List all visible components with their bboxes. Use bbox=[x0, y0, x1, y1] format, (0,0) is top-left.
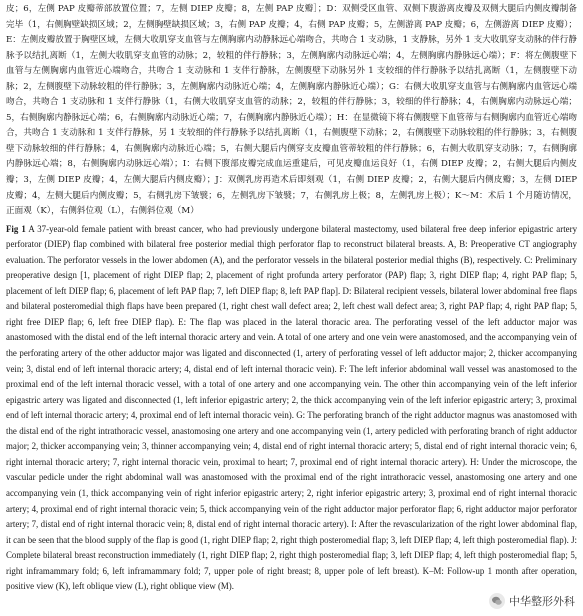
caption-english bbox=[6, 222, 577, 595]
caption-english-text: A 37-year-old female patient with breast cancer, who had previously undergone bilateral mastectomy, used bilateral free deep inferior epigastric artery perforator (DIEP) flap combined with bilateral free posterior medial thigh perforator flap to reconstruct bilateral breasts. A, B: Preoperative CT angiography evaluation. The perforator vessels in the lower abdomen (A), and the perforator vessels in the bilateral posterior medial thighs (B), respectively. C: Preliminary preoperative design [1, placement of right DIEP flap; 2, placement of right profunda artery perforator (PAP) flap; 3, right DIEP flap; 4, right PAP flap; 5, placement of left DIEP flap; 6, placement of left PAP flap; 7, left DIEP flap; 8, left PAP flap]. D: Bilateral recipient vessels, bilateral lower abdominal free flaps and bilateral posteromedial thigh flaps have been prepared (1, right chest wall defect area; 2, left chest wall defect area; 3, right PAP flap; 4, right PAP flap; 5, right free DIEP flap; 6, left free DIEP flap). E: The flap was placed in the lateral thoracic area. The perforating vessel of the left adductor major was anastomosed with the distal end of the left internal thoracic artery and vein. A total of one artery and one vein were anastomosed, and the accompanying vein of the perforating artery of the other adductor major was ligated and disconnected (1, artery of perforating vessel of left adductor major; 2, thicker accompanying vein; 3, distal end of left internal thoracic artery; 4, distal end of left internal thoracic vein). F: The left inferior abdominal wall vessel was anastomosed to the proximal end of the left internal thoracic vessel, with a total of one artery and one accompanying vein. The other thin accompanying vein of the left inferior epigastric artery was ligated and disconnected (1, left inferior epigastric artery; 2, the thick accompanying vein of the left inferior epigastric artery; 3, proximal end of left internal thoracic artery; 4, proximal end of left internal thoracic vein). G: The perforating branch of the right adductor magnus was anastomosed with the distal end of the right intrathoracic vessel, anastomosing one artery and one accompanying vein (1, artery pedicled with perforating branch of right adductor major; 2, thicker accompanying vein; 3, thinner accompanying vein; 4, distal end of right internal thoracic artery; 5, distal end of right internal thoracic vein; 6, right internal thoracic artery; 7, right internal thoracic vein, proximal to heart; 7, proximal end of right internal thoracic artery). H: Under the microscope, the vascular pedicle under the right abdominal wall was anastomosed with the proximal end of the right intrathoracic vessel, anastomosing one artery and one accompanying vein (1, thick accompanying vein of right inferior epigastric artery; 2, right inferior epigastric artery; 3, proximal end of right internal thoracic artery; 4, proximal end of right internal thoracic vein; 5, thick accompanying vein of the right adductor major perforator flap; 6, right adductor major perforator artery; 7, distal end of right internal thoracic vein; 8, distal end of right internal thoracic artery). I: After the revascularization of the right lower abdominal flap, it can be seen that the blood supply of the flap is good (1, right DIEP flap; 2, right thigh posteromedial flap; 3, left DIEP flap; 4, left thigh posteromedial flap). J: Complete bilateral breast reconstruction immediately (1, right DIEP flap; 2, right thigh posteromedial flap; 3, left DIEP flap; 4, left thigh posteromedial flap; 5, right inframammary fold; 6, left inframammary fold; 7, upper pole of right breast; 8, upper pole of left breast). K–M: Follow-up 1 month after operation, positive view (K), left oblique view (L), right oblique view (M). bbox=[6, 223, 578, 592]
figure-caption bbox=[6, 2, 577, 595]
wechat-icon bbox=[489, 593, 505, 609]
watermark bbox=[485, 592, 579, 610]
watermark-text: 中华整形外科 bbox=[509, 595, 575, 608]
figure-label: Fig 1 bbox=[6, 223, 26, 234]
caption-chinese: 皮；6，左侧 PAP 皮瓣蒂部放置位置；7，左侧 DIEP 皮瓣；8，左侧 PAP 皮瓣］；D：双侧受区血管、双侧下腹游离皮瓣及双侧大腿后内侧皮瓣制备完毕（1，右侧胸壁缺损区域；2，左侧胸壁缺损区域；3，右侧 PAP 皮瓣；4，右侧 PAP 皮瓣；5，左侧游离 PAP 皮瓣；6，左侧游离 DIEP 皮瓣）；E：左侧皮瓣放置于胸壁区域，左侧大收肌穿支血管与左侧胸廓内动静脉远心端吻合，共吻合 1 支动脉，1 支静脉，另外 1 支大收肌穿支动脉的伴行静脉予以结扎离断（1，左侧大收肌穿支血管的动脉；2，较粗的伴行静脉；3，左侧胸廓内动脉远心端；4，左侧胸廓内静脉远心端）；F：将左侧腹壁下血管与左侧胸廓内血管近心端吻合，共吻合 1 支动脉和 1 支伴行静脉，左侧腹壁下动脉另外 1 支较细的伴行静脉予以结扎离断（1，左侧腹壁下动脉；2，左侧腹壁下动脉较粗的伴行静脉；3，左侧胸廓内动脉近心端；4，左侧胸廓内静脉近心端）；G：右侧大收肌穿支血管与右侧胸廓内血管远心端吻合，共吻合 1 支动脉和 1 支伴行静脉（1，右侧大收肌穿支血管的动脉；2，较粗的伴行静脉；3，较细的伴行静脉；4，右侧胸廓内动脉远心端；5，右侧胸廓内静脉远心端；6，右侧胸廓内动脉近心端；7，右侧胸廓内静脉近心端）；H：在显微镜下将右侧腹壁下血管蒂与右侧胸廓内血管近心端吻合，共吻合 1 支动脉和 1 支伴行静脉，另 1 支较细的伴行静脉予以结扎离断（1，右侧腹壁下动脉；2，右侧腹壁下动脉较粗的伴行静脉；3，右侧腹壁下动脉较细的伴行静脉；4，右侧胸廓内动脉近心端；5，右侧大腿后内侧穿支皮瓣血管蒂较粗的伴行静脉；6，右侧大收肌穿支动脉；7，右侧胸廓内静脉远心端；8，右侧胸廓内动脉远心端）；I：右侧下腹部皮瓣完成血运重建后，可见皮瓣血运良好（1，右侧 DIEP 皮瓣；2，右侧大腿后内侧皮瓣；3，左侧 DIEP 皮瓣；4，左侧大腿后内侧皮瓣）；J：双侧乳房再造术后即刻观（1，右侧 DIEP 皮瓣；2，右侧大腿后内侧皮瓣；3，左侧 DIEP 皮瓣；4，左侧大腿后内侧皮瓣；5，右侧乳房下皱襞；6，左侧乳房下皱襞；7，右侧乳房上极；8，左侧乳房上极）；K～M：术后 1 个月随访情况，正面观（K），右侧斜位观（L），右侧斜位观（M） bbox=[6, 4, 577, 217]
